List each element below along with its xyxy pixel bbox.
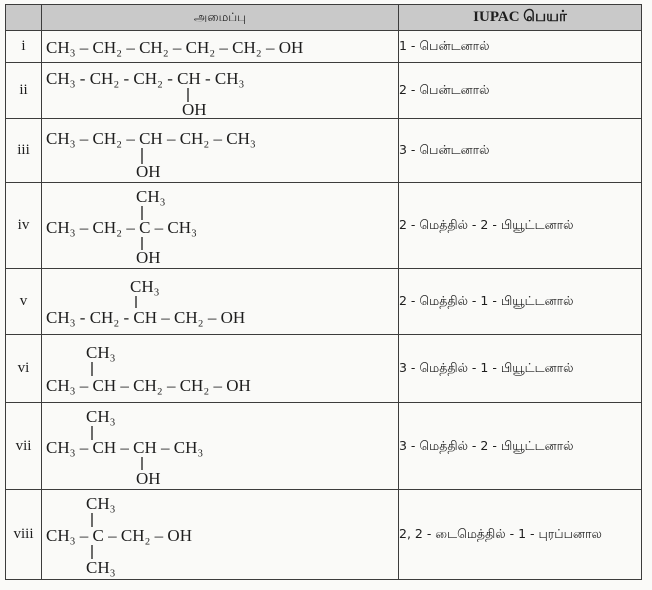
- formula-main-chain: CH₃ – CH – CH₂ – CH₂ – OH: [46, 375, 251, 395]
- structural-formula: [42, 184, 382, 268]
- structure-cell: [42, 335, 399, 403]
- header-number: [6, 5, 42, 31]
- structure-cell: [42, 490, 399, 580]
- structure-cell: [42, 183, 399, 269]
- structure-cell: [42, 269, 399, 335]
- structural-formula: [42, 32, 382, 62]
- formula-substituent-above: CH₃: [86, 493, 116, 513]
- row-number: vi: [6, 335, 42, 403]
- iupac-name: 3 - மெத்தில் - 1 - பியூட்டனால்: [399, 335, 642, 403]
- table-row: [6, 335, 642, 403]
- iupac-names-table: [5, 4, 642, 580]
- structure-cell: [42, 31, 399, 63]
- iupac-name: 2 - பென்டனால்: [399, 63, 642, 119]
- structure-cell: [42, 119, 399, 183]
- row-number: ii: [6, 63, 42, 119]
- header-structure: அமைப்பு: [42, 5, 399, 31]
- structure-cell: [42, 403, 399, 490]
- row-number: i: [6, 31, 42, 63]
- formula-main-chain: CH₃ – C – CH₂ – OH: [46, 525, 192, 545]
- header-iupac-name: IUPAC பெயர்: [399, 5, 642, 31]
- row-number: iv: [6, 183, 42, 269]
- row-number: viii: [6, 490, 42, 580]
- formula-main-chain: CH₃ - CH₂ - CH₂ - CH - CH₃: [46, 68, 245, 88]
- formula-main-chain: CH₃ – CH₂ – CH – CH₂ – CH₃: [46, 128, 256, 148]
- iupac-name: 2 - மெத்தில் - 2 - பியூட்டனால்: [399, 183, 642, 269]
- structural-formula: [42, 336, 382, 402]
- iupac-name: 3 - மெத்தில் - 2 - பியூட்டனால்: [399, 403, 642, 490]
- formula-main-chain: CH₃ – CH₂ – C – CH₃: [46, 217, 197, 237]
- row-number: iii: [6, 119, 42, 183]
- row-number: v: [6, 269, 42, 335]
- formula-substituent-above: CH₃: [136, 186, 166, 206]
- row-number: vii: [6, 403, 42, 490]
- structural-formula: [42, 404, 382, 489]
- structural-formula: [42, 120, 382, 182]
- formula-substituent-above: CH₃: [86, 406, 116, 426]
- table-header-row: [6, 5, 642, 31]
- formula-main-chain: CH₃ – CH₂ – CH₂ – CH₂ – CH₂ – OH: [46, 37, 304, 57]
- formula-substituent-below: OH: [182, 99, 207, 118]
- structural-formula: [42, 64, 382, 118]
- formula-substituent-above: CH₃: [86, 342, 116, 362]
- table-row: [6, 31, 642, 63]
- structure-cell: [42, 63, 399, 119]
- table-row: [6, 490, 642, 580]
- structural-formula: [42, 270, 382, 334]
- iupac-name: 2, 2 - டைமெத்தில் - 1 - புரப்பனால: [399, 490, 642, 580]
- formula-substituent-below: OH: [136, 161, 161, 181]
- formula-substituent-below: CH₃: [86, 557, 116, 577]
- formula-substituent-above: CH₃: [130, 276, 160, 296]
- formula-substituent-below: OH: [136, 468, 161, 488]
- iupac-name: 2 - மெத்தில் - 1 - பியூட்டனால்: [399, 269, 642, 335]
- formula-main-chain: CH₃ – CH – CH – CH₃: [46, 437, 204, 457]
- table-row: [6, 63, 642, 119]
- table-row: [6, 269, 642, 335]
- formula-substituent-below: OH: [136, 247, 161, 267]
- iupac-name: 1 - பென்டனால்: [399, 31, 642, 63]
- structural-formula: [42, 491, 382, 579]
- table-row: [6, 119, 642, 183]
- iupac-name: 3 - பென்டனால்: [399, 119, 642, 183]
- table-row: [6, 183, 642, 269]
- table-row: [6, 403, 642, 490]
- formula-main-chain: CH₃ - CH₂ - CH – CH₂ – OH: [46, 307, 246, 327]
